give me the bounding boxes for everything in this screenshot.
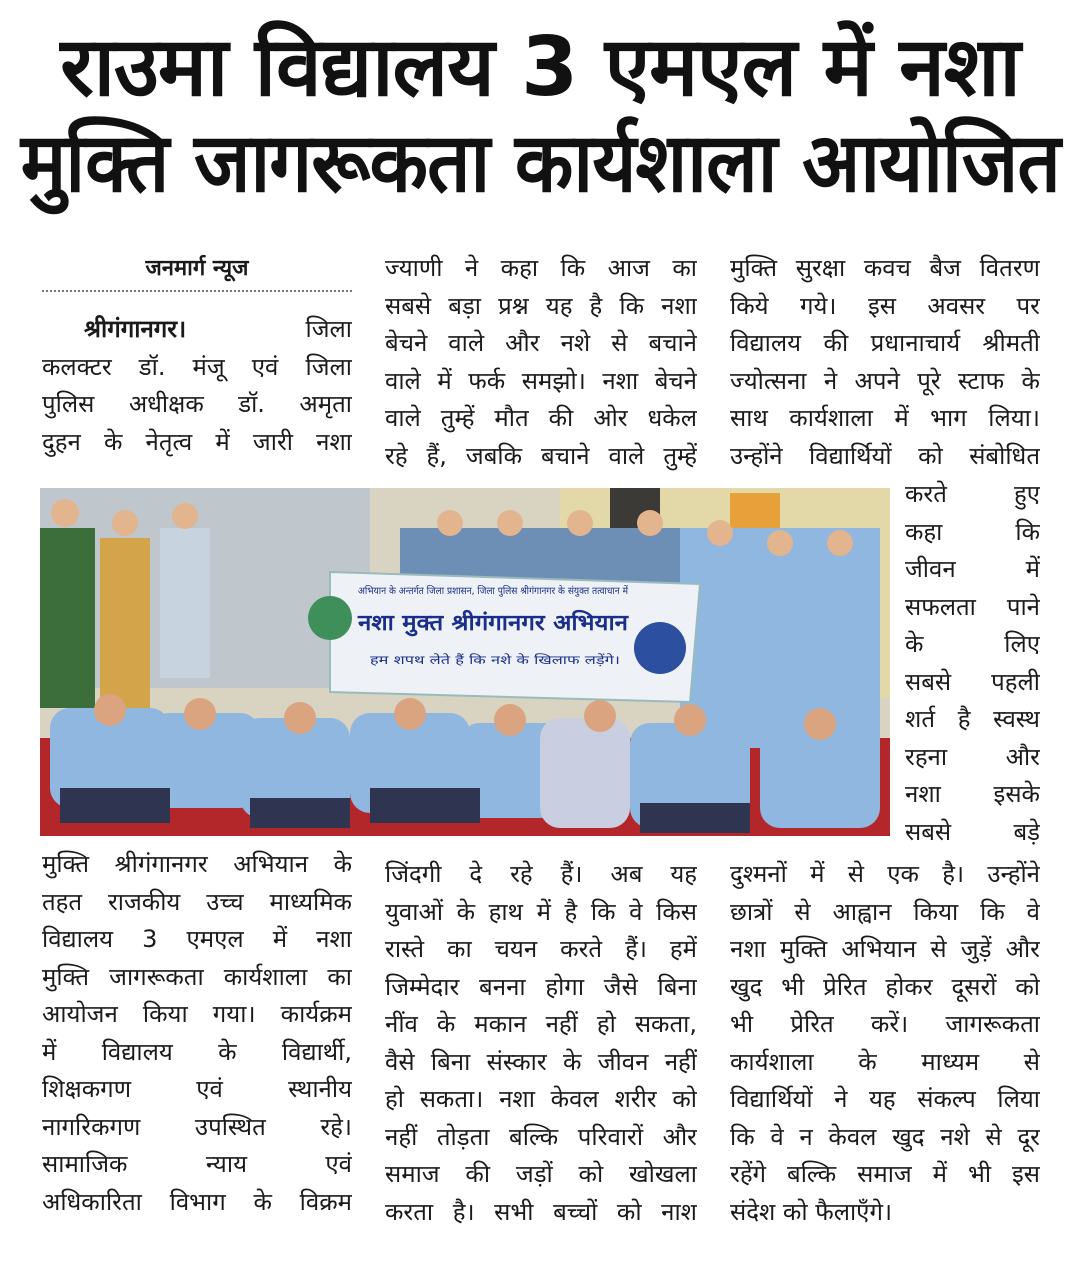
article-text-line: सामाजिक न्याय एवं bbox=[42, 1150, 352, 1178]
article-text-line: मुक्ति जागरूकता कार्यशाला का bbox=[42, 962, 352, 991]
article-text-line: साथ कार्यशाला में भाग लिया। bbox=[730, 404, 1040, 432]
article-text-line: आयोजन किया गया। कार्यक्रम bbox=[42, 1000, 352, 1028]
article-text-line: खुद भी प्रेरित होकर दूसरों को bbox=[730, 972, 1040, 1001]
banner-pledge: हम शपथ लेते हैं कि नशे के खिलाफ लड़ेंगे। bbox=[370, 653, 620, 667]
article-text-line: शिक्षकगण एवं स्थानीय bbox=[42, 1075, 352, 1103]
article-text-line: रहेंगे बल्कि समाज में भी इस bbox=[730, 1160, 1040, 1188]
article-text-line: विद्यालय 3 एमएल में नशा bbox=[42, 925, 352, 953]
article-text-line: वाले में फर्क समझो। नशा बेचने bbox=[385, 366, 697, 395]
col1-bottom-lines bbox=[42, 846, 352, 1221]
article-text-line: नींव के मकान नहीं हो सकता, bbox=[385, 1010, 697, 1038]
article-text-line: ज्योत्सना ने अपने पूरे स्टाफ के bbox=[730, 366, 1040, 395]
byline-divider bbox=[42, 290, 352, 292]
article-text-line: नशा मुक्ति अभियान से जुड़ें और bbox=[730, 935, 1040, 963]
article-text-line: वैसे बिना संस्कार के जीवन नहीं bbox=[385, 1047, 697, 1076]
article-text-line: अधिकारिता विभाग के विक्रम bbox=[42, 1187, 352, 1216]
article-text-line: पुलिस अधीक्षक डॉ. अमृता bbox=[42, 390, 352, 418]
dateline-line bbox=[42, 311, 352, 349]
article-text-line: सबसे बड़े bbox=[905, 817, 1040, 846]
col3-narrow-lines bbox=[905, 476, 1040, 851]
article-text-line: बेचने वाले और नशे से बचाने bbox=[385, 329, 697, 357]
column-3-top bbox=[730, 250, 1040, 475]
article-text-line: मुक्ति श्रीगंगानगर अभियान के bbox=[42, 850, 352, 878]
article-text-line: मुक्ति सुरक्षा कवच बैज वितरण bbox=[730, 254, 1040, 282]
article-text-line: सबसे बड़ा प्रश्न यह है कि नशा bbox=[385, 291, 697, 320]
article-text-line: सफलता पाने bbox=[905, 592, 1040, 621]
article-text-line: विद्यार्थियों ने यह संकल्प लिया bbox=[730, 1085, 1040, 1113]
article-text-line: रहे हैं, जबकि बचाने वाले तुम्हें bbox=[385, 441, 697, 470]
article-text-line: जिंदगी दे रहे हैं। अब यह bbox=[385, 860, 697, 888]
article-text-line: नशा इसके bbox=[905, 780, 1040, 808]
article-text-line: कि वे न केवल खुद नशे से दूर bbox=[730, 1122, 1040, 1151]
article-text-line: सबसे पहली bbox=[905, 667, 1040, 696]
students-group-photo bbox=[40, 488, 890, 836]
article-text-line: तहत राजकीय उच्च माध्यमिक bbox=[42, 887, 352, 916]
article-text-line: वाले तुम्हें मौत की ओर धकेल bbox=[385, 404, 697, 432]
column-3-bottom bbox=[730, 856, 1040, 1231]
article-text-line: शर्त है स्वस्थ bbox=[905, 705, 1040, 733]
article-text-line: नागरिकगण उपस्थित रहे। bbox=[42, 1112, 352, 1141]
article-text-line: भी प्रेरित करें। जागरूकता bbox=[730, 1010, 1040, 1038]
article-text-line: समाज की जड़ों को खोखला bbox=[385, 1160, 697, 1188]
article-text-line: रहना और bbox=[905, 742, 1040, 771]
dateline-rest: जिला bbox=[305, 315, 352, 343]
article-text-line: कहा कि bbox=[905, 517, 1040, 546]
column-3-narrow bbox=[905, 476, 1040, 851]
campaign-banner bbox=[308, 572, 700, 702]
article-text-line: छात्रों से आह्वान किया कि वे bbox=[730, 897, 1040, 926]
article-text-line: नहीं तोड़ता बल्कि परिवारों और bbox=[385, 1122, 697, 1151]
col2-top-lines bbox=[385, 250, 697, 475]
headline bbox=[0, 20, 1080, 220]
col3-top-lines bbox=[730, 250, 1040, 475]
article-text-line: दुश्मनों में से एक है। उन्होंने bbox=[730, 860, 1040, 888]
article-text-line: किये गये। इस अवसर पर bbox=[730, 291, 1040, 320]
article-text-line: के लिए bbox=[905, 630, 1040, 658]
headline-line-2: मुक्ति जागरूकता कार्यशाला आयोजित bbox=[20, 116, 1060, 211]
news-photo bbox=[40, 488, 890, 836]
article-text-line: करते हुए bbox=[905, 480, 1040, 508]
article-text-line: ज्याणी ने कहा कि आज का bbox=[385, 254, 697, 282]
article-text-line: रास्ते का चयन करते हैं। हमें bbox=[385, 935, 697, 963]
article-text-line: हो सकता। नशा केवल शरीर को bbox=[385, 1085, 697, 1113]
col3-bottom-lines bbox=[730, 856, 1040, 1231]
dateline: श्रीगंगानगर। bbox=[84, 315, 187, 343]
column-2-bottom bbox=[385, 856, 697, 1231]
banner-subtitle: अभियान के अन्तर्गत जिला प्रशासन, जिला पुलिस श्रीगंगानगर के संयुक्त तत्वाधान में bbox=[358, 586, 658, 597]
column-2-top bbox=[385, 250, 697, 475]
article-text-line: कार्यशाला के माध्यम से bbox=[730, 1047, 1040, 1076]
column-1-top bbox=[42, 311, 352, 461]
article-text-line: जिम्मेदार बनना होगा जैसे बिना bbox=[385, 972, 697, 1001]
column-1-bottom bbox=[42, 846, 352, 1221]
article-text-line: दुहन के नेतृत्व में जारी नशा bbox=[42, 427, 352, 456]
col1-top-lines bbox=[42, 349, 352, 462]
article-text-line: विद्यालय की प्रधानाचार्य श्रीमती bbox=[730, 329, 1040, 357]
article-text-line: संदेश को फैलाएँगे। bbox=[730, 1197, 893, 1226]
article-text-line: करता है। सभी बच्चों को नाश bbox=[385, 1197, 697, 1226]
article-text-line: में विद्यालय के विद्यार्थी, bbox=[42, 1037, 352, 1066]
col2-bottom-lines bbox=[385, 856, 697, 1231]
banner-title: नशा मुक्त श्रीगंगानगर अभियान bbox=[358, 611, 606, 636]
article-text-line: कलक्टर डॉ. मंजू एवं जिला bbox=[42, 352, 352, 381]
article-text-line: उन्होंने विद्यार्थियों को संबोधित bbox=[730, 441, 1040, 470]
article-text-line: जीवन में bbox=[905, 555, 1040, 583]
headline-line-1: राउमा विद्यालय 3 एमएल में नशा bbox=[60, 20, 1020, 115]
byline: जनमार्ग न्यूज bbox=[145, 256, 249, 281]
article-text-line: युवाओं के हाथ में है कि वे किस bbox=[385, 897, 697, 926]
